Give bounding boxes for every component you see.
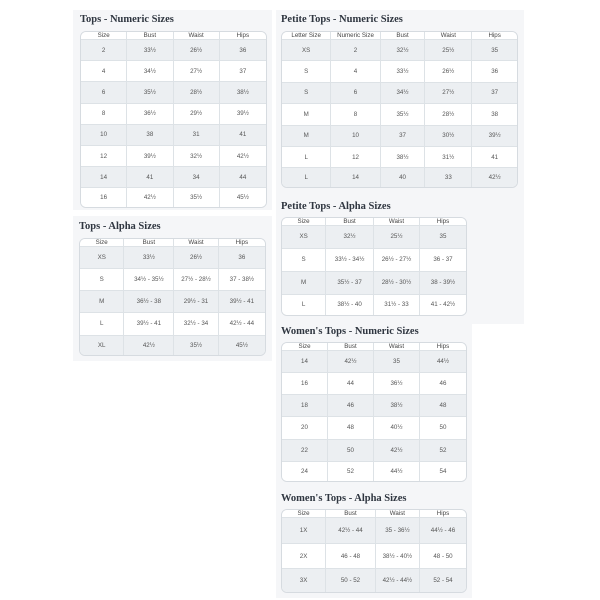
table-cell: 37 - 38½ <box>219 269 265 291</box>
table-cell: 41 <box>127 167 173 188</box>
table-row <box>282 462 466 481</box>
table-cell: 40½ <box>374 417 420 439</box>
table-cell: 32½ - 34 <box>174 313 218 335</box>
table-cell: 39½ <box>127 146 173 167</box>
header-row <box>282 510 466 518</box>
table-cell: 8 <box>331 104 380 125</box>
table-row <box>80 247 265 269</box>
table-row <box>282 518 466 544</box>
table-row <box>80 336 265 355</box>
table-cell: 4 <box>81 61 127 82</box>
table-cell: 31 <box>174 125 220 146</box>
table-cell: L <box>282 295 326 315</box>
table-cell: 44 <box>328 373 374 395</box>
column-header: Size <box>282 510 326 518</box>
table-cell: 29½ - 31 <box>174 291 218 313</box>
table-cell: 38½ - 40½ <box>376 544 420 570</box>
tops-numeric-table <box>80 31 267 208</box>
table-cell: 14 <box>81 167 127 188</box>
table-cell: 50 - 52 <box>326 569 376 592</box>
table-cell: S <box>80 269 124 291</box>
column-header: Hips <box>420 218 466 226</box>
petite-numeric-title: Petite Tops - Numeric Sizes <box>281 14 403 25</box>
table-cell: 35 <box>420 226 466 249</box>
table-cell: 36 <box>220 40 266 61</box>
table-cell: 33½ <box>127 40 173 61</box>
petite-numeric-table <box>281 31 518 188</box>
womens-alpha-table <box>281 509 467 593</box>
table-cell: 34½ - 35½ <box>124 269 174 291</box>
table-cell: 22 <box>282 440 328 462</box>
column-header: Hips <box>220 32 266 40</box>
table-cell: 28½ - 30½ <box>374 272 420 295</box>
table-cell: 38½ <box>381 147 426 168</box>
table-cell: 24 <box>282 462 328 481</box>
table-cell: 32½ <box>326 226 374 249</box>
table-row <box>80 291 265 313</box>
table-row <box>81 125 266 146</box>
table-row <box>81 167 266 188</box>
table-cell: 46 - 48 <box>326 544 376 570</box>
table-cell: 36 <box>472 61 517 82</box>
table-cell: 44½ <box>420 351 466 373</box>
table-row <box>282 147 517 168</box>
table-cell: L <box>282 147 331 168</box>
table-row <box>81 146 266 167</box>
column-header: Size <box>81 32 127 40</box>
table-cell: 45½ <box>219 336 265 355</box>
table-row <box>80 269 265 291</box>
table-cell: S <box>282 61 331 82</box>
table-cell: 26½ <box>174 40 220 61</box>
table-cell: 37 <box>220 61 266 82</box>
table-cell: 10 <box>331 126 380 147</box>
table-cell: 32½ <box>381 40 426 61</box>
table-cell: 18 <box>282 395 328 417</box>
column-header: Waist <box>425 32 472 40</box>
table-cell: M <box>282 104 331 125</box>
table-cell: 34½ <box>127 61 173 82</box>
table-cell: 25½ <box>425 40 472 61</box>
table-cell: 41 <box>220 125 266 146</box>
table-cell: 48 <box>420 395 466 417</box>
column-header: Hips <box>420 343 466 351</box>
table-cell: 20 <box>282 417 328 439</box>
table-cell: 52 <box>328 462 374 481</box>
table-cell: 26½ <box>425 61 472 82</box>
table-cell: 35½ <box>381 104 426 125</box>
table-cell: 14 <box>331 168 380 187</box>
table-cell: 27½ - 28½ <box>174 269 218 291</box>
table-cell: 38 - 39½ <box>420 272 466 295</box>
table-cell: 39½ - 41 <box>219 291 265 313</box>
table-cell: 42½ <box>124 336 174 355</box>
column-header: Size <box>80 239 124 247</box>
table-cell: 35 - 36½ <box>376 518 420 544</box>
table-cell: 27½ <box>425 83 472 104</box>
table-cell: 16 <box>282 373 328 395</box>
table-cell: 31½ <box>425 147 472 168</box>
table-cell: 41 <box>472 147 517 168</box>
table-cell: 6 <box>331 83 380 104</box>
table-cell: 39½ <box>220 104 266 125</box>
table-cell: M <box>282 126 331 147</box>
table-row <box>282 395 466 417</box>
column-header: Hips <box>420 510 466 518</box>
table-cell: 1X <box>282 518 326 544</box>
petite-alpha-table <box>281 217 467 316</box>
header-row <box>81 32 266 40</box>
table-cell: S <box>282 249 326 272</box>
table-cell: 46 <box>420 373 466 395</box>
table-cell: 54 <box>420 462 466 481</box>
table-row <box>282 168 517 187</box>
table-cell: 33½ - 34½ <box>326 249 374 272</box>
table-cell: 25½ <box>374 226 420 249</box>
table-cell: 36½ <box>127 104 173 125</box>
table-cell: 44½ - 46 <box>420 518 466 544</box>
table-cell: 39½ - 41 <box>124 313 174 335</box>
table-cell: 12 <box>81 146 127 167</box>
table-cell: 39½ <box>472 126 517 147</box>
tops-alpha-title: Tops - Alpha Sizes <box>79 221 161 232</box>
table-cell: 44½ <box>374 462 420 481</box>
table-cell: 38 <box>472 104 517 125</box>
petite-alpha-title: Petite Tops - Alpha Sizes <box>281 201 391 212</box>
tops-numeric-title: Tops - Numeric Sizes <box>80 14 174 25</box>
table-row <box>282 40 517 61</box>
table-cell: M <box>80 291 124 313</box>
table-cell: 16 <box>81 188 127 207</box>
table-row <box>282 569 466 592</box>
table-row <box>282 544 466 570</box>
table-cell: 37 <box>381 126 426 147</box>
table-row <box>282 249 466 272</box>
table-cell: 34½ <box>381 83 426 104</box>
column-header: Bust <box>124 239 174 247</box>
header-row <box>282 343 466 351</box>
table-cell: 52 - 54 <box>420 569 466 592</box>
table-cell: 2 <box>331 40 380 61</box>
table-cell: 38 <box>127 125 173 146</box>
table-cell: 38½ <box>374 395 420 417</box>
table-cell: 33 <box>425 168 472 187</box>
table-cell: 38½ <box>220 82 266 103</box>
table-cell: 42½ <box>328 351 374 373</box>
table-cell: 12 <box>331 147 380 168</box>
table-cell: 40 <box>381 168 426 187</box>
table-row <box>81 82 266 103</box>
table-row <box>282 83 517 104</box>
table-cell: 31½ - 33 <box>374 295 420 315</box>
table-cell: 27½ <box>174 61 220 82</box>
table-cell: 46 <box>328 395 374 417</box>
column-header: Bust <box>326 510 376 518</box>
column-header: Hips <box>472 32 517 40</box>
table-row <box>282 373 466 395</box>
table-cell: XS <box>282 226 326 249</box>
table-cell: 33½ <box>381 61 426 82</box>
column-header: Waist <box>374 343 420 351</box>
table-cell: 14 <box>282 351 328 373</box>
table-row <box>282 61 517 82</box>
table-cell: 10 <box>81 125 127 146</box>
column-header: Waist <box>374 218 420 226</box>
column-header: Bust <box>326 218 374 226</box>
table-cell: 30½ <box>425 126 472 147</box>
table-cell: 42½ <box>472 168 517 187</box>
table-row <box>282 126 517 147</box>
table-cell: 42½ - 44 <box>326 518 376 544</box>
table-row <box>81 40 266 61</box>
table-cell: S <box>282 83 331 104</box>
table-cell: 26½ - 27½ <box>374 249 420 272</box>
table-cell: 4 <box>331 61 380 82</box>
header-row <box>282 218 466 226</box>
header-row <box>282 32 517 40</box>
table-cell: 36 <box>219 247 265 269</box>
table-cell: 45½ <box>220 188 266 207</box>
table-cell: 35½ <box>174 188 220 207</box>
column-header: Numeric Size <box>331 32 380 40</box>
table-cell: 35 <box>374 351 420 373</box>
table-cell: XS <box>80 247 124 269</box>
table-cell: 2 <box>81 40 127 61</box>
table-cell: 6 <box>81 82 127 103</box>
table-cell: XS <box>282 40 331 61</box>
table-cell: 42½ <box>127 188 173 207</box>
table-cell: 42½ <box>220 146 266 167</box>
table-cell: 34 <box>174 167 220 188</box>
table-cell: 50 <box>420 417 466 439</box>
womens-numeric-table <box>281 342 467 482</box>
table-cell: 37 <box>472 83 517 104</box>
table-cell: 28½ <box>174 82 220 103</box>
womens-alpha-title: Women's Tops - Alpha Sizes <box>281 493 407 504</box>
table-row <box>282 295 466 315</box>
table-cell: 42½ - 44 <box>219 313 265 335</box>
column-header: Bust <box>328 343 374 351</box>
table-cell: 35½ <box>174 336 218 355</box>
table-cell: 33½ <box>124 247 174 269</box>
table-cell: 42½ - 44½ <box>376 569 420 592</box>
table-row <box>81 104 266 125</box>
table-row <box>282 226 466 249</box>
table-cell: 44 <box>220 167 266 188</box>
column-header: Size <box>282 218 326 226</box>
table-cell: 48 - 50 <box>420 544 466 570</box>
column-header: Bust <box>381 32 426 40</box>
table-cell: 36½ - 38 <box>124 291 174 313</box>
table-cell: 32½ <box>174 146 220 167</box>
table-cell: L <box>282 168 331 187</box>
table-cell: 35 <box>472 40 517 61</box>
table-row <box>81 61 266 82</box>
table-cell: 42½ <box>374 440 420 462</box>
table-cell: XL <box>80 336 124 355</box>
womens-numeric-title: Women's Tops - Numeric Sizes <box>281 326 419 337</box>
table-row <box>282 351 466 373</box>
table-cell: 26½ <box>174 247 218 269</box>
table-cell: 35½ <box>127 82 173 103</box>
table-row <box>282 417 466 439</box>
table-cell: 35½ - 37 <box>326 272 374 295</box>
table-cell: 50 <box>328 440 374 462</box>
column-header: Hips <box>219 239 265 247</box>
table-cell: 52 <box>420 440 466 462</box>
table-cell: 36 - 37 <box>420 249 466 272</box>
table-cell: 8 <box>81 104 127 125</box>
table-cell: 2X <box>282 544 326 570</box>
table-row <box>282 104 517 125</box>
table-cell: 28½ <box>425 104 472 125</box>
table-row <box>282 440 466 462</box>
tops-alpha-table <box>79 238 266 356</box>
column-header: Letter Size <box>282 32 331 40</box>
column-header: Waist <box>174 239 218 247</box>
header-row <box>80 239 265 247</box>
table-cell: 41 - 42½ <box>420 295 466 315</box>
table-cell: 48 <box>328 417 374 439</box>
table-cell: L <box>80 313 124 335</box>
table-cell: 3X <box>282 569 326 592</box>
column-header: Bust <box>127 32 173 40</box>
column-header: Size <box>282 343 328 351</box>
table-cell: 38½ - 40 <box>326 295 374 315</box>
table-cell: 36½ <box>374 373 420 395</box>
table-row <box>81 188 266 207</box>
table-row <box>282 272 466 295</box>
table-row <box>80 313 265 335</box>
table-cell: M <box>282 272 326 295</box>
column-header: Waist <box>174 32 220 40</box>
table-cell: 29½ <box>174 104 220 125</box>
column-header: Waist <box>376 510 420 518</box>
